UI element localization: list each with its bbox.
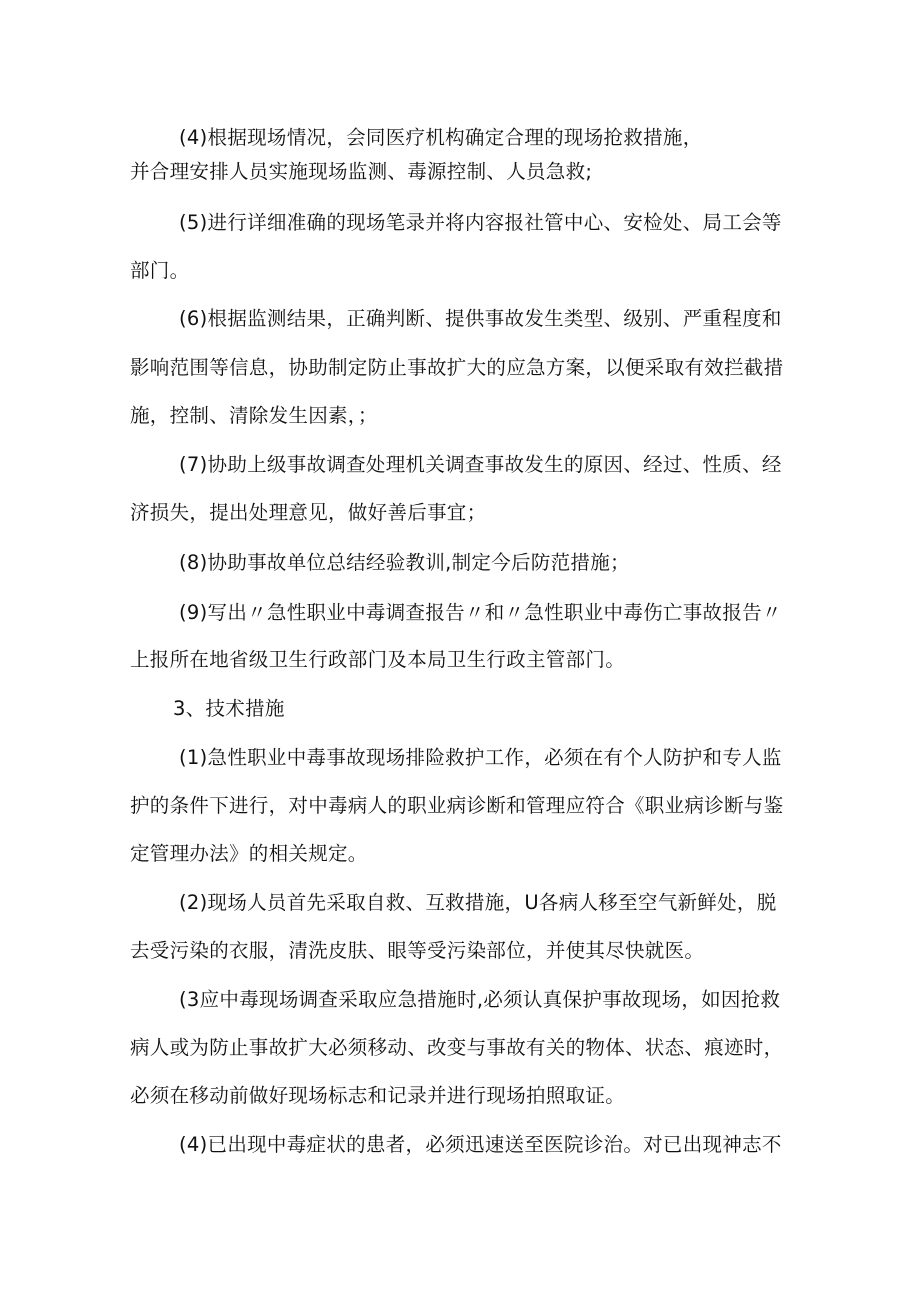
text-line: (8)协助事故单位总结经验教训,制定今后防范措施；: [179, 551, 630, 574]
text-line: 上报所在地省级卫生行政部门及本局卫生行政主管部门。: [130, 648, 626, 671]
text-line: (7)协助上级事故调查处理机关调查事故发生的原因、经过、性质、经: [179, 453, 782, 476]
text-line: (1)急性职业中毒事故现场排险救护工作，必须在有个人防护和专人监: [179, 746, 782, 769]
text-line: (4)已出现中毒症状的患者，必须迅速送至医院诊治。对已出现神志不: [179, 1133, 782, 1156]
text-line: 病人或为防止事故扩大必须移动、改变与事故有关的物体、状态、痕迹时，: [130, 1036, 784, 1059]
text-line: 济损失，提出处理意见，做好善后事宜；: [130, 501, 487, 524]
text-line: 必须在移动前做好现场标志和记录并进行现场拍照取证。: [130, 1084, 626, 1107]
text-line: 护的条件下进行，对中毒病人的职业病诊断和管理应符合《职业病诊断与鉴: [130, 794, 784, 817]
text-line: 并合理安排人员实施现场监测、毒源控制、人员急救;: [130, 160, 593, 183]
text-line: 定管理办法》的相关规定。: [130, 842, 368, 865]
section-heading: 3、技术措施: [173, 697, 285, 720]
text-line: 施，控制、清除发生因素，；: [130, 404, 378, 427]
text-line: 影响范围等信息，协助制定防止事故扩大的应急方案，以便采取有效拦截措: [130, 356, 784, 379]
text-line: (5)进行详细准确的现场笔录并将内容报社管中心、安检处、局工会等: [179, 211, 782, 234]
text-line: (6)根据监测结果，正确判断、提供事故发生类型、级别、严重程度和: [179, 307, 782, 330]
text-line: 去受污染的衣服，清洗皮肤、眼等受污染部位，并使其尽快就医。: [130, 939, 705, 962]
text-line: 部门。: [130, 259, 190, 282]
text-line: (3应中毒现场调查采取应急措施时,必须认真保护事故现场，如因抢救: [179, 988, 781, 1011]
text-line: (9)写出〃急性职业中毒调查报告〃和〃急性职业中毒伤亡事故报告〃: [179, 601, 782, 624]
text-line: (2)现场人员首先采取自救、互救措施，U各病人移至空气新鲜处，脱: [179, 891, 777, 914]
text-line: (4)根据现场情况，会同医疗机构确定合理的现场抢救措施，: [179, 126, 703, 149]
